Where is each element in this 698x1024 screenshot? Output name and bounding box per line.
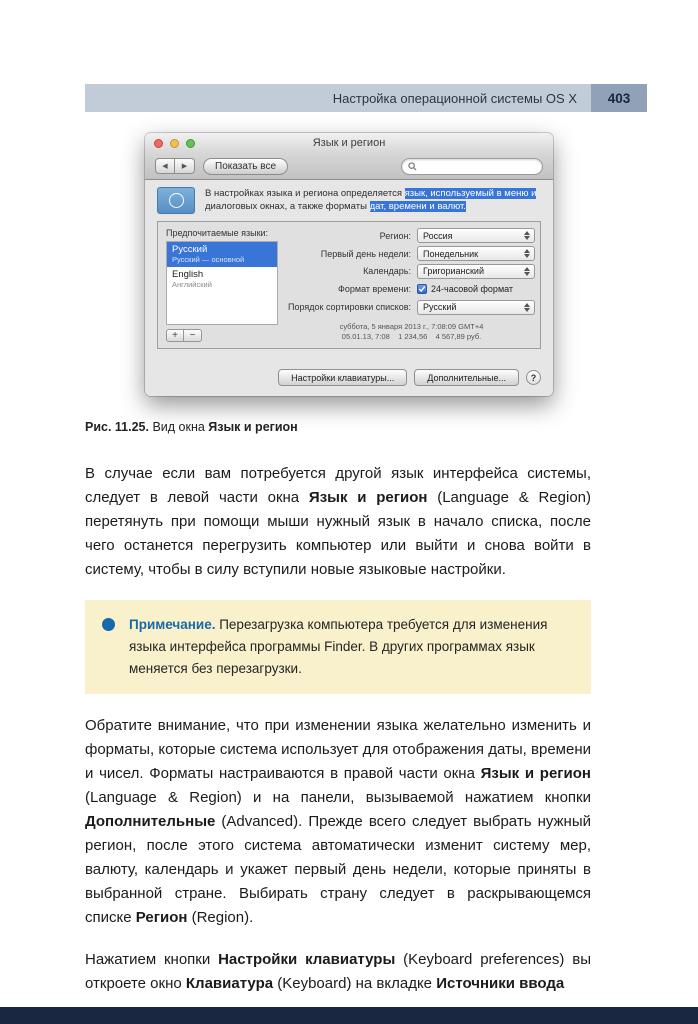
forward-button[interactable]: ▶ xyxy=(175,158,195,174)
settings-panel xyxy=(157,221,541,349)
calendar-value: Григорианский xyxy=(423,266,484,277)
language-item-russian[interactable] xyxy=(167,242,277,267)
first-day-label: Первый день недели: xyxy=(320,248,411,259)
time-format-row xyxy=(288,281,535,297)
language-list[interactable] xyxy=(166,241,278,325)
first-day-row xyxy=(288,246,535,262)
region-value: Россия xyxy=(423,230,453,241)
first-day-select[interactable] xyxy=(417,246,535,261)
note-text: Примечание. Перезагрузка компьютера требуется для изменения языка интерфейса программы Finder. В других программах язык меняется без перезагрузки. xyxy=(129,617,548,676)
remove-language-button[interactable]: − xyxy=(184,329,202,342)
zoom-button[interactable] xyxy=(186,139,195,148)
help-button[interactable]: ? xyxy=(526,370,541,385)
calendar-label: Календарь: xyxy=(363,266,411,277)
time-format-group xyxy=(417,284,535,294)
note-box xyxy=(85,600,591,694)
sort-order-label: Порядок сортировки списков: xyxy=(288,302,411,313)
window-content xyxy=(145,180,553,396)
language-region-flag-icon xyxy=(157,187,195,214)
paragraph-1: В случае если вам потребуется другой язык интерфейса системы, следует в левой части окна Язык и регион (Language & Region) перетянуть при помощи мыши нужный язык в начало списка, после чего останется перегрузить компьютер или выйти и снова войти в систему, чтобы в силу вступили новые языковые настройки. xyxy=(85,465,591,578)
region-form xyxy=(288,228,535,342)
note-bullet-icon xyxy=(102,618,115,631)
popup-arrows-icon xyxy=(521,303,532,312)
checkmark-icon xyxy=(418,285,426,293)
traffic-lights xyxy=(154,139,195,148)
page-number: 403 xyxy=(607,90,631,106)
footer-bar xyxy=(0,1007,698,1024)
search-icon xyxy=(408,162,417,171)
mac-window xyxy=(145,133,553,396)
time-format-label: Формат времени: xyxy=(338,284,411,295)
region-select[interactable] xyxy=(417,228,535,243)
region-row xyxy=(288,228,535,244)
nav-segment xyxy=(155,158,195,174)
close-button[interactable] xyxy=(154,139,163,148)
sort-order-value: Русский xyxy=(423,302,457,313)
list-edit-controls xyxy=(166,329,278,342)
window-bottom-buttons xyxy=(157,369,541,386)
page-header xyxy=(85,84,647,112)
24-hour-label: 24-часовой формат xyxy=(431,284,514,295)
figure-screenshot xyxy=(145,133,553,396)
sort-order-row xyxy=(288,299,535,315)
paragraph-3: Нажатием кнопки Настройки клавиатуры (Keyboard preferences) вы откроете окно Клавиатура (Keyboard) на вкладке Источники ввода xyxy=(85,951,592,992)
page-number-box xyxy=(591,84,647,112)
chapter-title: Настройка операционной системы OS X xyxy=(332,90,577,106)
paragraph-2: Обратите внимание, что при изменении языка желательно изменить и форматы, которые система использует для отображения даты, времени и чисел. Форматы настраиваются в правой части окна Язык и регион (Language & Region) и на панели, вызываемой нажатием кнопки Дополнительные (Advanced). Прежде всего следует выбрать нужный регион, после этого система автоматически изменит систему мер, валюту, календарь и укажет первый день недели, которые приняты в выбранной стране. Выбирать страну следует в раскрывающемся списке Регион (Region). xyxy=(85,717,591,926)
popup-arrows-icon xyxy=(521,231,532,240)
sample-date-line: суббота, 5 января 2013 г., 7:08:09 GMT+4 xyxy=(339,321,484,331)
add-language-button[interactable]: + xyxy=(166,329,184,342)
first-day-value: Понедельник xyxy=(423,248,479,259)
language-subtitle: Русский — основной xyxy=(172,255,245,264)
calendar-row xyxy=(288,264,535,280)
language-name: Русский xyxy=(172,244,208,255)
minimize-button[interactable] xyxy=(170,139,179,148)
language-item-english[interactable] xyxy=(167,267,277,292)
format-sample xyxy=(288,322,535,342)
popup-arrows-icon xyxy=(521,267,532,276)
show-all-button[interactable]: Показать все xyxy=(203,158,288,175)
sample-number-line: 05.01.13, 7:08 1 234,56 4 567,89 руб. xyxy=(341,331,482,341)
languages-column xyxy=(166,228,278,342)
text-column xyxy=(85,420,591,1014)
popup-arrows-icon xyxy=(521,249,532,258)
advanced-button[interactable]: Дополнительные... xyxy=(414,369,519,386)
region-label: Регион: xyxy=(379,230,411,241)
banner-text: В настройках языка и региона определяется язык, используемый в меню и диалоговых окнах, а также форматы дат, времени и валют. xyxy=(205,188,537,212)
24-hour-checkbox[interactable] xyxy=(417,284,427,294)
header-strip xyxy=(85,84,591,112)
language-subtitle: Английский xyxy=(172,280,212,289)
window-toolbar xyxy=(145,153,553,180)
calendar-select[interactable] xyxy=(417,264,535,279)
figure-caption: Рис. 11.25. Вид окна Язык и регион xyxy=(85,420,298,434)
preferred-languages-label: Предпочитаемые языки: xyxy=(166,228,269,238)
flag-emblem-icon xyxy=(169,193,184,208)
keyboard-settings-button[interactable]: Настройки клавиатуры... xyxy=(278,369,407,386)
sort-order-select[interactable] xyxy=(417,300,535,315)
search-input[interactable] xyxy=(401,158,543,175)
intro-banner xyxy=(145,180,553,218)
language-name: English xyxy=(172,269,204,280)
back-button[interactable]: ◀ xyxy=(155,158,175,174)
window-title: Язык и регион xyxy=(312,137,386,149)
window-titlebar xyxy=(145,133,553,153)
